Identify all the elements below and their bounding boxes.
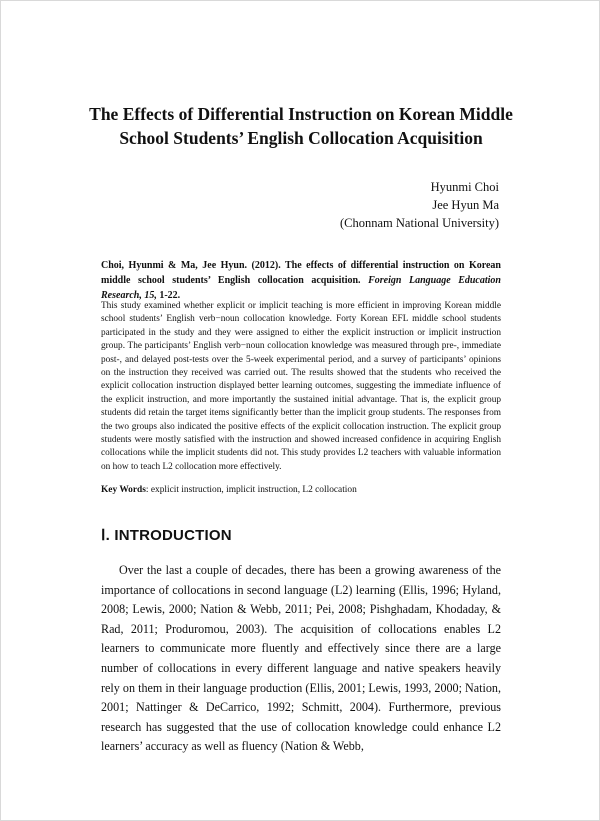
citation-journal: Foreign Language Education Research, 15, [101, 275, 501, 301]
author-block [340, 178, 499, 232]
affiliation: (Chonnam National University) [340, 216, 499, 230]
keywords-label: Key Words [101, 485, 146, 495]
section-heading-introduction: Ⅰ. INTRODUCTION [101, 527, 232, 544]
author-1: Hyunmi Choi [430, 180, 499, 194]
citation-text: Choi, Hyunmi & Ma, Jee Hyun. (2012). The effects of differential instruction on Korean middle school students’ English collocation acquisition. [101, 260, 501, 286]
citation-pages: 1-22. [156, 290, 181, 301]
keywords-text: : explicit instruction, implicit instruction, L2 collocation [145, 485, 357, 495]
abstract: This study examined whether explicit or implicit teaching is more efficient in improving Korean middle school students’ English verb−noun collocation knowledge. Forty Korean EFL middle school students participated in the study and they were assigned to either the explicit instruction or implicit instruction group. The participants’ English verb−noun collocation knowledge was measured through pre-, immediate post-, and delayed post-tests over the 5-week experimental period, and a survey of participants’ opinions on the instruction they received was carried out. The results showed that the students who received the explicit collocation instruction displayed better learning outcomes, suggesting the immediate influence of the explicit instruction, and more importantly the sustained initial advantage. That is, the explicit group students did retain the target items significantly better than the implicit group students. The responses from the two groups also indicated the positive effects of the explicit collocation instruction. The explicit group students were mostly satisfied with the instruction and showed increased confidence in acquiring English collocations while the implicit students did not. This study provides L2 teachers with valuable information on how to teach L2 collocation more effectively. [101, 301, 501, 472]
paper-title [61, 102, 541, 150]
keywords [101, 484, 501, 497]
intro-paragraph: Over the last a couple of decades, there has been a growing awareness of the importance of collocations in second language (L2) learning (Ellis, 1996; Hyland, 2008; Lewis, 2000; Nation & Webb, 2011; Pei, 2008; Pishghadam, Khodaday, & Rad, 2011; Produromou, 2003). The acquisition of collocations enables L2 learners to communicate more fluently and effectively since there are a large number of collocations in every different language and native speakers heavily rely on them in their language production (Ellis, 2001; Lewis, 1993, 2000; Nation, 2001; Nattinger & DeCarrico, 1992; Schmitt, 2004). Furthermore, previous research has suggested that the use of collocation knowledge could enhance L2 learners’ accuracy as well as fluency (Nation & Webb, [101, 563, 501, 754]
title-line-1: The Effects of Differential Instruction on Korean Middle [89, 104, 513, 124]
title-line-2: School Students’ English Collocation Acquisition [119, 128, 483, 148]
citation [101, 258, 501, 303]
author-2: Jee Hyun Ma [432, 198, 499, 212]
